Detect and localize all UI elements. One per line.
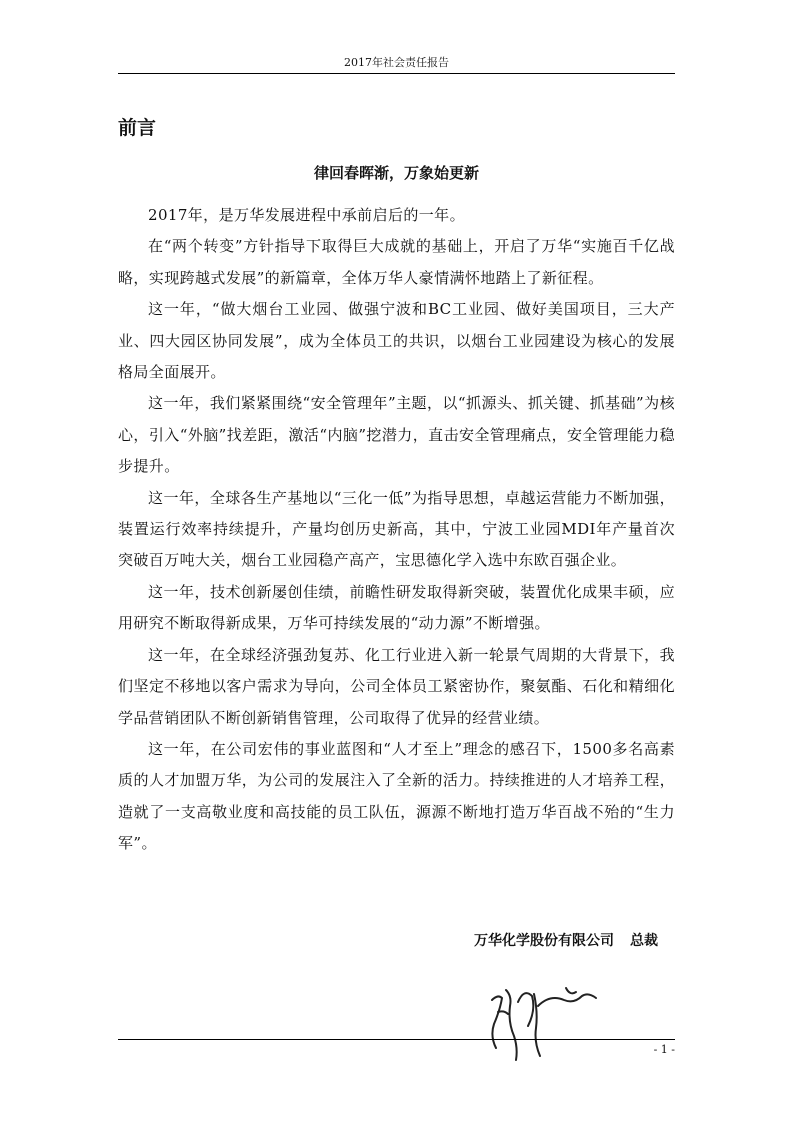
letter-body (118, 200, 675, 860)
paragraph: 这一年，“做大烟台工业园、做强宁波和BC工业园、做好美国项目，三大产业、四大园区协同发展”，成为全体员工的共识，以烟台工业园建设为核心的发展格局全面展开。 (118, 300, 675, 382)
running-header: 2017年社会责任报告 (344, 56, 449, 69)
page-number: - 1 - (653, 1043, 675, 1056)
paragraph: 这一年，在公司宏伟的事业蓝图和“人才至上”理念的感召下，1500多名高素质的人才加盟万华，为公司的发展注入了全新的活力。持续推进的人才培养工程，造就了一支高敬业度和高技能的员工队伍，源源不断地打造万华百战不殆的“生力军”。 (118, 739, 675, 853)
paragraph: 这一年，全球各生产基地以“三化一低”为指导思想，卓越运营能力不断加强，装置运行效率持续提升，产量均创历史新高，其中，宁波工业园MDI年产量首次突破百万吨大关，烟台工业园稳产高产，宝思德化学入选中东欧百强企业。 (118, 488, 675, 570)
paragraph: 这一年，技术创新屡创佳绩，前瞻性研发取得新突破，装置优化成果丰硕，应用研究不断取得新成果，万华可持续发展的“动力源”不断增强。 (118, 582, 675, 633)
paragraph: 在“两个转变”方针指导下取得巨大成就的基础上，开启了万华“实施百千亿战略，实现跨越式发展”的新篇章，全体万华人豪情满怀地踏上了新征程。 (118, 237, 675, 287)
section-heading: 前言 (118, 117, 157, 139)
signatory-line (118, 929, 658, 953)
footer-divider (118, 1039, 675, 1040)
paragraph: 2017年，是万华发展进程中承前启后的一年。 (148, 206, 465, 224)
signatory-company: 万华化学股份有限公司 (474, 933, 614, 949)
header-divider (118, 73, 675, 74)
paragraph: 这一年，我们紧紧围绕“安全管理年”主题，以“抓源头、抓关键、抓基础”为核心，引入“外脑”找差距，激活“内脑”挖潜力，直击安全管理痛点，安全管理能力稳步提升。 (118, 394, 675, 476)
signatory-role: 总裁 (630, 933, 658, 949)
letter-title: 律回春晖渐，万象始更新 (313, 164, 479, 182)
paragraph: 这一年，在全球经济强劲复苏、化工行业进入新一轮景气周期的大背景下，我们坚定不移地以客户需求为导向，公司全体员工紧密协作，聚氨酯、石化和精细化学品营销团队不断创新销售管理，公司取得了优异的经营业绩。 (118, 645, 675, 727)
handwritten-signature (478, 966, 608, 1066)
